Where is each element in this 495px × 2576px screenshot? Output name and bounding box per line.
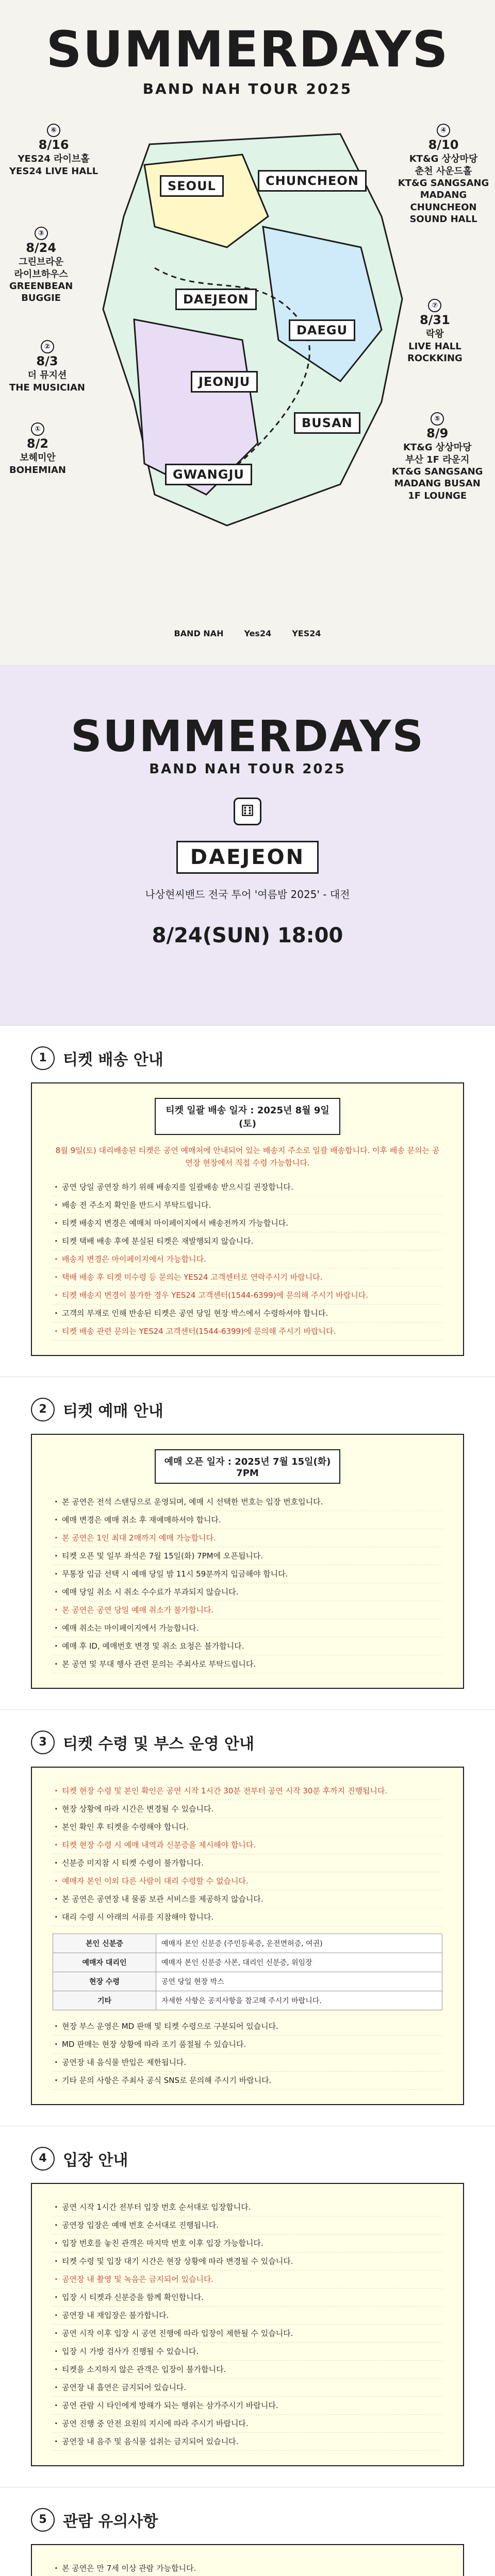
- notice-box: [31, 2544, 464, 2576]
- tour-venue-line: GREENBEAN: [9, 280, 73, 292]
- list-item: · 본 공연 및 부대 행사 관련 문의는 주최사로 부탁드립니다.: [53, 1655, 442, 1673]
- tour-venue-line: 1F LOUNGE: [408, 490, 467, 501]
- tour-venue-line: KT&G SANGSANG: [398, 177, 489, 189]
- section-title: 티켓 예매 안내: [63, 1402, 163, 1420]
- event-title: SUMMERDAYS: [71, 711, 424, 761]
- notice-list: [53, 2560, 442, 2576]
- table-key: 현장 수령: [53, 1972, 156, 1991]
- list-item: · 공연장 내 흡연은 금지되어 있습니다.: [53, 2379, 442, 2397]
- tour-date-value: 8/10: [428, 138, 459, 152]
- list-item: · 본 공연은 1인 최대 2매까지 예매 가능합니다.: [53, 1529, 442, 1547]
- tour-venue-line: 그린브라운: [19, 257, 64, 268]
- logo-band-nah: BAND NAH: [174, 629, 224, 638]
- list-item: · 공연장 입장은 예매 번호 순서대로 진행됩니다.: [53, 2216, 442, 2234]
- section-header: [31, 2508, 464, 2532]
- event-subtitle: BAND NAH TOUR 2025: [149, 761, 346, 777]
- notice-list: [53, 1178, 442, 1341]
- list-item: · 예매 후 ID, 예매번호 변경 및 취소 요청은 불가합니다.: [53, 1637, 442, 1655]
- tour-venue-line: KT&G SANGSANG: [392, 466, 483, 477]
- list-item: · 본 공연은 만 7세 이상 관람 가능합니다.: [53, 2560, 442, 2576]
- list-item: · 티켓 오픈 및 일부 좌석은 7월 15일(화) 7PM에 오픈됩니다.: [53, 1547, 442, 1565]
- list-item: · 티켓 배송지 변경은 예매처 마이페이지에서 배송전까지 가능합니다.: [53, 1214, 442, 1232]
- list-item: · 본 공연은 공연장 내 물품 보관 서비스를 제공하지 않습니다.: [53, 1890, 442, 1908]
- table-value: 예매자 본인 신분증 사본, 대리인 신분증, 위임장: [156, 1953, 442, 1972]
- list-item: · 티켓 배송 관련 문의는 YES24 고객센터(1544-6399)에 문의해 주시기 바랍니다.: [53, 1323, 442, 1341]
- logo-yes24: YES24: [292, 629, 321, 638]
- list-item: · 택배 배송 후 티켓 미수령 등 문의는 YES24 고객센터로 연락주시기 바랍니다.: [53, 1268, 442, 1286]
- tour-date-value: 8/2: [26, 436, 49, 451]
- tour-venue-line: BUGGIE: [21, 293, 61, 304]
- section-number: 2: [31, 1398, 55, 1421]
- tour-venue-line: MADANG CHUNCHEON: [410, 190, 477, 213]
- table-value: 공연 당일 현장 박스: [156, 1972, 442, 1991]
- tour-venue-line: 보헤미안: [20, 452, 56, 464]
- city-label-daejeon: DAEJEON: [175, 289, 257, 310]
- tour-venue-line: 라이브하우스: [14, 268, 68, 280]
- event-header: [0, 665, 495, 1025]
- dice-icon: ⚅: [234, 798, 261, 825]
- list-item: · 티켓 배송지 변경이 불가한 경우 YES24 고객센터(1544-6399)에 문의해 주시기 바랍니다.: [53, 1286, 442, 1304]
- table-row: [53, 1972, 442, 1991]
- section-header: [31, 1398, 464, 1421]
- section-ticket-booking: [0, 1377, 495, 1709]
- tour-venue-line: 락왕: [426, 329, 444, 340]
- section-title: 티켓 수령 및 부스 운영 안내: [63, 1735, 255, 1753]
- pickup-table: [53, 1934, 442, 2010]
- hero-section: [0, 0, 495, 665]
- tour-date-value: 8/9: [426, 426, 449, 440]
- list-item: · 본인 확인 후 티켓을 수령해야 합니다.: [53, 1818, 442, 1836]
- city-label-daegu: DAEGU: [289, 319, 355, 341]
- city-label-jeonju: JEONJU: [191, 371, 258, 393]
- notice-lead: 8월 9일(토) 대리배송된 티켓은 공연 예매처에 안내되어 있는 배송지 주소로 일괄 배송합니다. 이후 배송 문의는 공연장 현장에서 직접 수령 가능합니다.: [55, 1146, 440, 1167]
- table-row: [53, 1991, 442, 2010]
- list-item: · 티켓을 소지하지 않은 관객은 입장이 불가합니다.: [53, 2361, 442, 2379]
- section-header: [31, 1731, 464, 1754]
- list-item: · 신분증 미지참 시 티켓 수령이 불가합니다.: [53, 1854, 442, 1872]
- hero-subtitle: BAND NAH TOUR 2025: [142, 80, 353, 97]
- tour-date-number: ⑦: [428, 299, 441, 312]
- notice-list: [53, 1782, 442, 1926]
- list-item: · 공연 당일 공연장 하기 위해 배송지를 일괄배송 받으시길 권장합니다.: [53, 1178, 442, 1196]
- tour-venue-line: YES24 LIVE HALL: [9, 165, 98, 177]
- list-item: · 티켓 수령 및 입장 대기 시간은 현장 상황에 따라 변경될 수 있습니다.: [53, 2252, 442, 2270]
- section-title: 관람 유의사항: [63, 2513, 158, 2531]
- tour-date-number: ③: [35, 227, 48, 240]
- tour-date-value: 8/3: [36, 354, 58, 368]
- section-title: 입장 안내: [63, 2151, 128, 2170]
- tour-venue-line: LIVE HALL: [408, 341, 461, 352]
- list-item: · 배송지 변경은 마이페이지에서 가능합니다.: [53, 1250, 442, 1268]
- table-value: 예매자 본인 신분증 (주민등록증, 운전면허증, 여권): [156, 1934, 442, 1953]
- table-key: 본인 신분증: [53, 1934, 156, 1953]
- list-item: · 무통장 입금 선택 시 예매 당일 밤 11시 59분까지 입금해야 합니다.: [53, 1565, 442, 1583]
- list-item: · 예매 변경은 예매 취소 후 재예매하셔야 합니다.: [53, 1511, 442, 1529]
- list-item: · 티켓 택배 배송 후에 분실된 티켓은 재발행되지 않습니다.: [53, 1232, 442, 1250]
- tour-venue-line: 더 뮤지션: [27, 370, 67, 381]
- list-item: · 티켓 현장 수령 시 예매 내역과 신분증을 제시해야 합니다.: [53, 1836, 442, 1854]
- section-header: [31, 2147, 464, 2171]
- section-number: 3: [31, 1731, 55, 1754]
- tour-map: [72, 113, 423, 546]
- tour-venue-line: THE MUSICIAN: [9, 382, 85, 393]
- tour-date-3: [9, 227, 73, 304]
- tour-date-1: [9, 422, 66, 476]
- section-title: 티켓 배송 안내: [63, 1051, 163, 1069]
- city-label-gwangju: GWANGJU: [165, 464, 252, 485]
- tour-venue-line: 부산 1F 라운지: [405, 454, 470, 465]
- notice-box: [31, 2183, 464, 2466]
- list-item: · 티켓 현장 수령 및 본인 확인은 공연 시작 1시간 30분 전부터 공연 시작 30분 후까지 진행됩니다.: [53, 1782, 442, 1800]
- list-item: · 대리 수령 시 아래의 서류를 지참해야 합니다.: [53, 1908, 442, 1926]
- logo-yes24-script: Yes24: [244, 629, 272, 638]
- city-label-busan: BUSAN: [294, 412, 360, 434]
- table-value: 자세한 사항은 공지사항을 참고해 주시기 바랍니다.: [156, 1991, 442, 2010]
- list-item: · 공연장 내 음식물 반입은 제한됩니다.: [53, 2054, 442, 2072]
- notice-box: [31, 1767, 464, 2105]
- list-item: · 예매자 본인 이외 다른 사람이 대리 수령할 수 없습니다.: [53, 1872, 442, 1890]
- list-item: · 예매 취소는 마이페이지에서 가능합니다.: [53, 1619, 442, 1637]
- tour-venue-line: YES24 라이브홀: [18, 154, 90, 165]
- city-label-seoul: SEOUL: [160, 175, 224, 197]
- tour-date-value: 8/31: [419, 313, 450, 327]
- list-item: · 배송 전 주소지 확인을 반드시 부탁드립니다.: [53, 1196, 442, 1214]
- hero-title: SUMMERDAYS: [46, 21, 449, 78]
- notice-list: [53, 1493, 442, 1673]
- event-date: 8/24(SUN) 18:00: [152, 924, 343, 947]
- section-number: 1: [31, 1046, 55, 1070]
- table-row: [53, 1953, 442, 1972]
- tour-date-number: ①: [31, 422, 44, 436]
- tour-venue-line: SOUND HALL: [409, 214, 477, 225]
- tour-venue-line: MADANG BUSAN: [394, 478, 481, 489]
- tour-date-number: ②: [41, 340, 54, 353]
- list-item: · 입장 시 티켓과 신분증을 함께 확인합니다.: [53, 2289, 442, 2307]
- tour-date-number: ⑤: [431, 412, 444, 426]
- list-item: · MD 판매는 현장 상황에 따라 조기 품절될 수 있습니다.: [53, 2036, 442, 2054]
- tour-venue-line: 춘천 사운드홀: [415, 165, 472, 177]
- list-item: · 공연 시작 이후 입장 시 공연 진행에 따라 입장이 제한될 수 있습니다.: [53, 2325, 442, 2343]
- list-item: · 본 공연은 전석 스탠딩으로 운영되며, 예매 시 선택한 번호는 입장 번호입니다.: [53, 1493, 442, 1511]
- list-item: · 예매 당일 취소 시 취소 수수료가 부과되지 않습니다.: [53, 1583, 442, 1601]
- list-item: · 공연 관람 시 타인에게 방해가 되는 행위는 삼가주시기 바랍니다.: [53, 2397, 442, 2415]
- notice-box: [31, 1434, 464, 1689]
- tour-venue-line: KT&G 상상마당: [409, 154, 478, 165]
- list-item: · 현장 상황에 따라 시간은 변경될 수 있습니다.: [53, 1800, 442, 1818]
- tour-date-4: [392, 124, 495, 226]
- tour-date-5: [392, 412, 483, 502]
- tour-date-7: [407, 299, 463, 364]
- notice-tag: 예매 오픈 일자 : 2025년 7월 15일(화) 7PM: [155, 1449, 340, 1484]
- table-row: [53, 1934, 442, 1953]
- tour-date-value: 8/24: [26, 241, 57, 255]
- list-item: · 공연장 내 재입장은 불가합니다.: [53, 2307, 442, 2325]
- tour-venue-line: BOHEMIAN: [9, 464, 66, 476]
- notice-box: [31, 1082, 464, 1356]
- tour-date-value: 8/16: [38, 138, 69, 152]
- list-item: · 현장 부스 운영은 MD 판매 및 티켓 수령으로 구분되어 있습니다.: [53, 2018, 442, 2036]
- list-item: · 입장 번호를 놓친 관객은 마지막 번호 이후 입장 가능합니다.: [53, 2234, 442, 2252]
- tour-date-2: [9, 340, 85, 394]
- list-item: · 고객의 부재로 인해 반송된 티켓은 공연 당일 현장 박스에서 수령하셔야 합니다.: [53, 1304, 442, 1323]
- list-item: · 입장 시 가방 검사가 진행될 수 있습니다.: [53, 2343, 442, 2361]
- notice-list: [53, 2198, 442, 2451]
- table-key: 예매자 대리인: [53, 1953, 156, 1972]
- notice-tag: 티켓 일괄 배송 일자 : 2025년 8월 9일(토): [155, 1098, 340, 1135]
- section-header: [31, 1046, 464, 1070]
- city-label-chuncheon: CHUNCHEON: [258, 170, 367, 192]
- list-item: · 공연장 내 촬영 및 녹음은 금지되어 있습니다.: [53, 2270, 442, 2289]
- section-viewing-notes: [0, 2487, 495, 2576]
- notice-list-2: [53, 2018, 442, 2090]
- list-item: · 공연장 내 음주 및 음식물 섭취는 금지되어 있습니다.: [53, 2433, 442, 2451]
- list-item: · 공연 시작 1시간 전부터 입장 번호 순서대로 입장합니다.: [53, 2198, 442, 2216]
- tour-date-number: ④: [437, 124, 450, 137]
- table-key: 기타: [53, 1991, 156, 2010]
- tour-venue-line: ROCKKING: [407, 352, 463, 364]
- section-ticket-pickup: [0, 1709, 495, 2126]
- list-item: · 공연 진행 중 안전 요원의 지시에 따라 주시기 바랍니다.: [53, 2415, 442, 2433]
- section-entry: [0, 2126, 495, 2487]
- list-item: · 본 공연은 공연 당일 예매 취소가 불가합니다.: [53, 1601, 442, 1619]
- tour-date-6: [9, 124, 98, 177]
- tour-venue-line: KT&G 상상마당: [403, 442, 472, 453]
- sponsor-logos: [0, 629, 495, 638]
- tour-date-number: ⑥: [47, 124, 60, 137]
- section-ticket-delivery: [0, 1025, 495, 1377]
- event-city: DAEJEON: [176, 841, 319, 874]
- event-description: 나상현씨밴드 전국 투어 '여름밤 2025' - 대전: [145, 888, 350, 901]
- section-number: 4: [31, 2147, 55, 2171]
- section-number: 5: [31, 2508, 55, 2532]
- list-item: · 기타 문의 사항은 주최사 공식 SNS로 문의해 주시기 바랍니다.: [53, 2072, 442, 2090]
